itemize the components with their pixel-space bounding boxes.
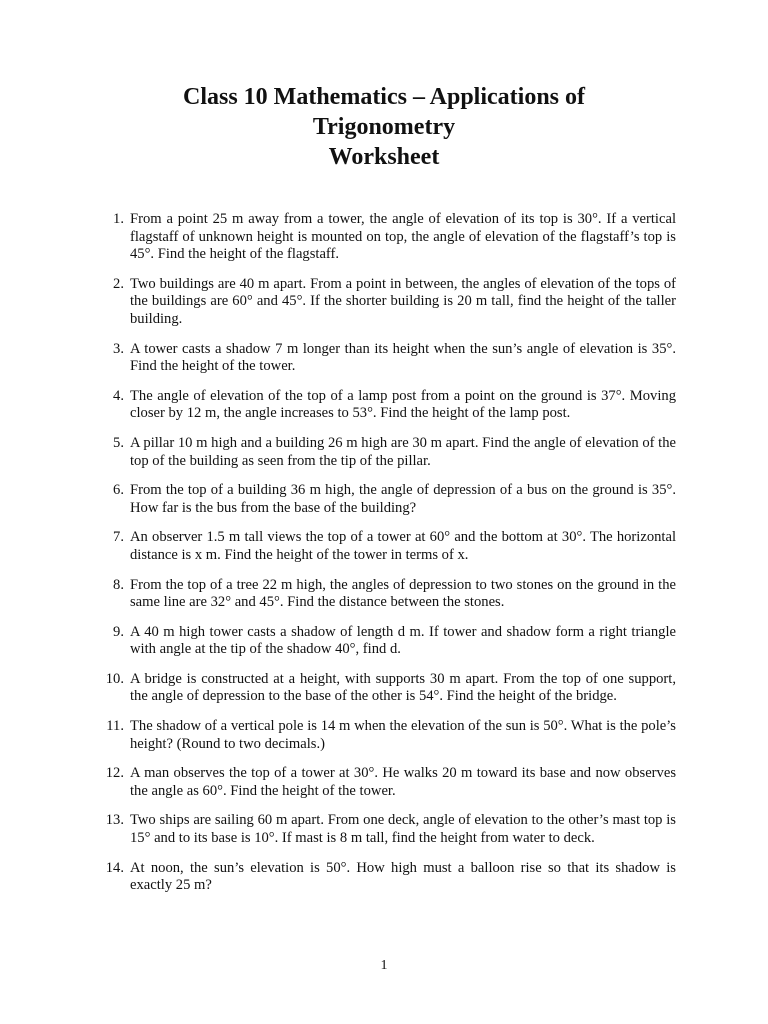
question-text: At noon, the sun’s elevation is 50°. How high must a balloon rise so that its shadow is exactly 25 m? <box>130 859 676 894</box>
question-number: 12. <box>105 765 124 782</box>
question-text: From the top of a building 36 m high, the angle of depression of a bus on the ground is 35°. How far is the bus from the base of the building? <box>130 482 676 516</box>
title-line-1: Class 10 Mathematics – Applications of <box>183 84 585 110</box>
question-item <box>100 529 676 564</box>
question-number: 10. <box>105 670 124 687</box>
question-list <box>100 211 676 907</box>
question-number: 4. <box>113 387 124 404</box>
question-item <box>100 341 676 376</box>
question-number: 9. <box>113 623 124 640</box>
question-text: The angle of elevation of the top of a lamp post from a point on the ground is 37°. Moving closer by 12 m, the angle increases to 53°. Find the height of the lamp post. <box>130 387 676 422</box>
worksheet-title <box>0 82 768 172</box>
question-text: A bridge is constructed at a height, with supports 30 m apart. From the top of one support, the angle of depression to the base of the other is 54°. Find the height of the bridge. <box>130 670 676 705</box>
question-item <box>100 860 676 895</box>
question-item <box>100 211 676 264</box>
question-number: 14. <box>105 859 124 876</box>
question-item <box>100 671 676 706</box>
question-text: A tower casts a shadow 7 m longer than its height when the sun’s angle of elevation is 35°. Find the height of the tower. <box>130 340 676 375</box>
question-number: 3. <box>113 340 124 357</box>
question-item <box>100 276 676 329</box>
question-item <box>100 388 676 423</box>
question-text: From the top of a tree 22 m high, the angles of depression to two stones on the ground in the same line are 32° and 45°. Find the distance between the stones. <box>130 576 676 611</box>
question-number: 7. <box>113 529 124 546</box>
question-item <box>100 718 676 753</box>
question-text: Two ships are sailing 60 m apart. From one deck, angle of elevation to the other’s mast top is 15° and to its base is 10°. If mast is 8 m tall, find the height from water to deck. <box>130 812 676 847</box>
title-line-3: Worksheet <box>328 144 440 170</box>
question-item <box>100 577 676 612</box>
question-item <box>100 765 676 800</box>
question-text: A pillar 10 m high and a building 26 m high are 30 m apart. Find the angle of elevation of the top of the building as seen from the tip of the pillar. <box>130 434 676 469</box>
question-text: Two buildings are 40 m apart. From a point in between, the angles of elevation of the tops of the buildings are 60° and 45°. If the shorter building is 20 m tall, find the height of the taller building. <box>130 275 676 327</box>
question-item <box>100 482 676 517</box>
page-number: 1 <box>380 958 388 973</box>
question-number: 11. <box>106 718 124 735</box>
question-text: A 40 m high tower casts a shadow of length d m. If tower and shadow form a right triangle with angle at the tip of the shadow 40°, find d. <box>130 623 676 658</box>
question-text: The shadow of a vertical pole is 14 m when the elevation of the sun is 50°. What is the pole’s height? (Round to two decimals.) <box>130 718 676 752</box>
question-text: An observer 1.5 m tall views the top of a tower at 60° and the bottom at 30°. The horizontal distance is x m. Find the height of the tower in terms of x. <box>130 529 676 563</box>
question-item <box>100 812 676 847</box>
question-number: 13. <box>105 812 124 829</box>
question-number: 2. <box>113 275 124 292</box>
question-text: A man observes the top of a tower at 30°. He walks 20 m toward its base and now observes the angle as 60°. Find the height of the tower. <box>130 765 676 799</box>
question-number: 5. <box>113 434 124 451</box>
question-number: 1. <box>113 211 124 227</box>
question-text: From a point 25 m away from a tower, the angle of elevation of its top is 30°. If a vertical flagstaff of unknown height is mounted on top, the angle of elevation of the flagstaff’s top is 45°. Find the height of the flagstaff. <box>130 211 676 263</box>
question-number: 6. <box>113 482 124 499</box>
question-item <box>100 624 676 659</box>
question-number: 8. <box>113 576 124 593</box>
question-item <box>100 435 676 470</box>
title-line-2: Trigonometry <box>312 114 456 140</box>
